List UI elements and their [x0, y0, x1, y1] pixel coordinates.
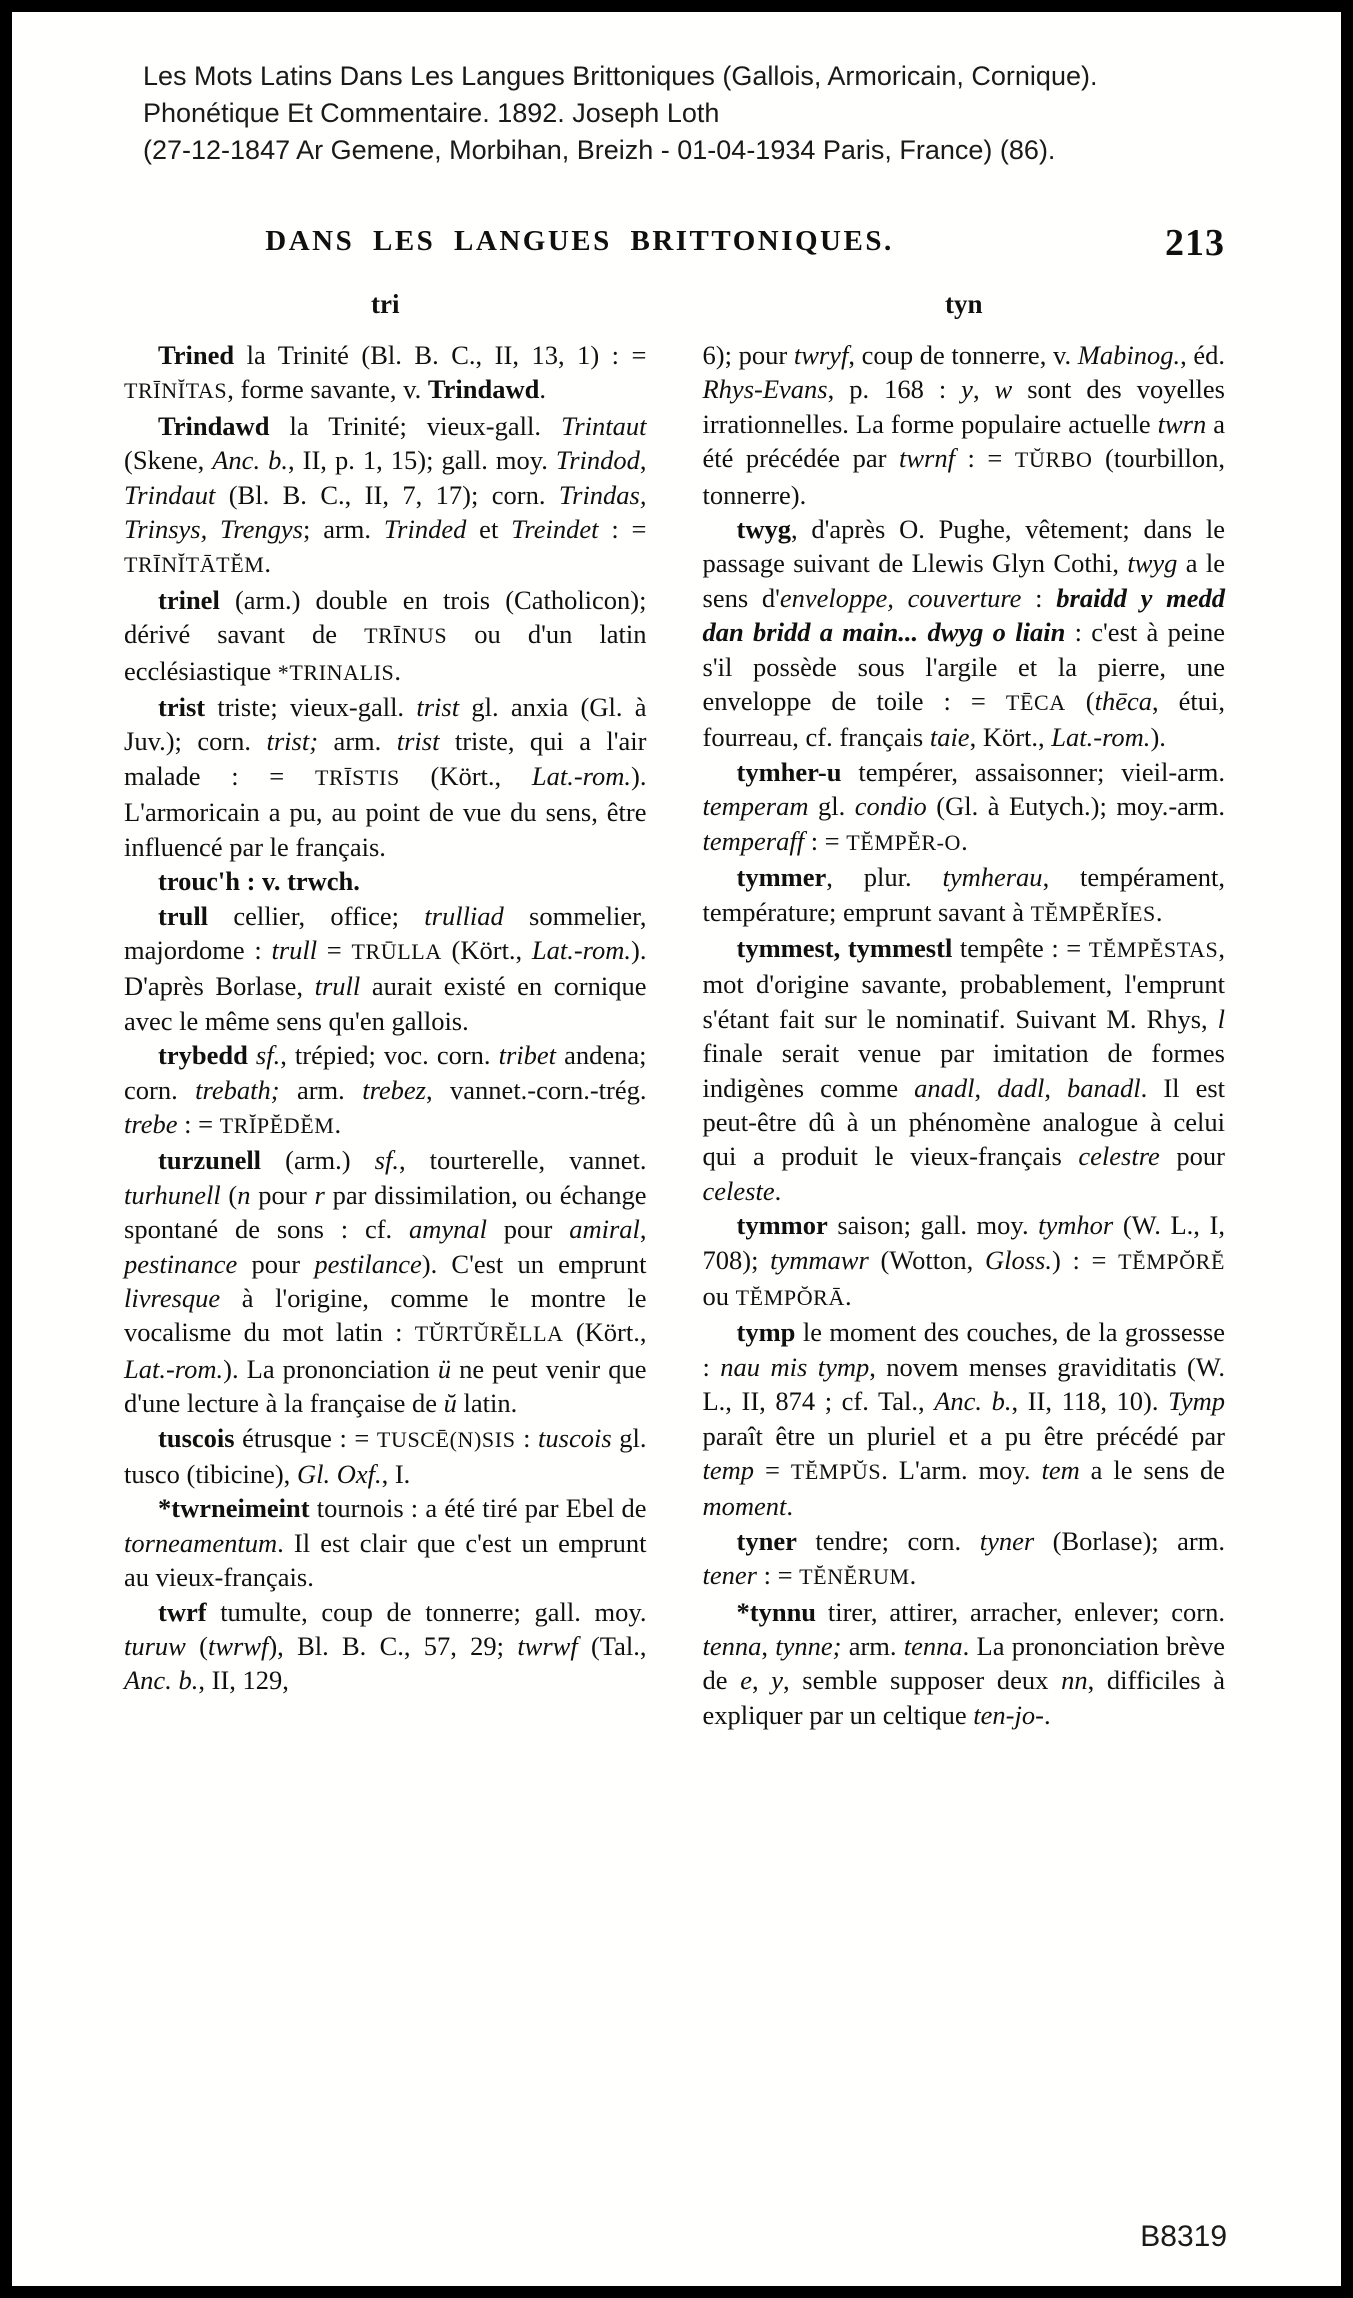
dictionary-entry [703, 1208, 1226, 1315]
entry-text: (Tal., [577, 1631, 647, 1662]
entry-text: Trintaut [561, 410, 647, 441]
headword: tyner [736, 1525, 797, 1556]
headword: tymmest, tymmestl [736, 932, 953, 963]
entry-text: Mabinog. [1077, 340, 1181, 370]
entry-text: a le sens d' [702, 548, 1226, 613]
entry-text: TĔNĔRUM [799, 1564, 910, 1590]
entry-text: , vannet.-corn.-trég. [426, 1074, 647, 1105]
entry-text: e [740, 1665, 752, 1696]
entry-text: ). La prononciation [223, 1353, 438, 1384]
entry-text: finale serait venue par imitation de formes indigènes comme [702, 1038, 1225, 1103]
entry-text: TĔMPŬS [790, 1459, 882, 1484]
dictionary-entry [124, 1143, 647, 1420]
entry-text: Rhys-Evans [702, 374, 828, 405]
entry-text: = [754, 1455, 791, 1485]
entry-text: TĔMPŎRĔ [1118, 1248, 1225, 1274]
entry-text: Trinded [383, 514, 467, 545]
entry-text: . [1043, 1699, 1051, 1730]
entry-text: TĔMPŎRĀ [735, 1284, 845, 1310]
entry-text: . [334, 1108, 342, 1139]
entry-text: Lat.-rom. [1051, 722, 1151, 753]
dictionary-entry [124, 338, 647, 409]
entry-text: saison; gall. moy. [827, 1210, 1039, 1241]
entry-text: (Skene, [124, 445, 213, 476]
entry-text: sf. [374, 1145, 399, 1176]
entry-text: Lat.-rom. [124, 1353, 224, 1384]
entry-text: , étui, fourreau, cf. français [702, 686, 1225, 753]
entry-text: , plur. [826, 862, 943, 893]
dictionary-entry [124, 864, 647, 898]
headword: trull [158, 900, 209, 931]
entry-text: (Bl. B. C., II, 7, 17); corn. [215, 479, 559, 510]
entry-text: ( [220, 1179, 238, 1210]
entry-text: condio [854, 791, 927, 822]
entry-text: TĔMPĔR-O [846, 829, 962, 855]
page-header [124, 222, 1225, 275]
entry-text: (W. L., I, 708); [702, 1210, 1225, 1275]
entry-text: arm. [279, 1074, 363, 1105]
dictionary-entry [703, 931, 1226, 1208]
entry-text: , [639, 1214, 647, 1245]
entry-text: : c'est à peine s'il possède sous l'argile et la pierre, une enveloppe de toile : = [702, 617, 1225, 717]
entry-text: n [237, 1179, 251, 1210]
entry-text: , [751, 1665, 772, 1696]
entry-text: aurait existé en cornique avec le même sens qu'en gallois. [124, 971, 647, 1036]
entry-text: temperam [702, 791, 809, 822]
entry-text: (arm.) double en trois (Catholicon); dérivé savant de [124, 584, 647, 650]
headword: trinel [158, 584, 220, 615]
entry-text: triste; vieux-gall. [205, 692, 417, 723]
entry-text: gl. tusco (tibicine), [124, 1422, 647, 1489]
entry-text: . Il est peut-être dû à un phénomène analogue à celui qui a produit le vieux-français [702, 1072, 1226, 1172]
entry-text: ) : = [1051, 1244, 1119, 1275]
entry-text: : = [177, 1108, 220, 1139]
scan-annotation-line1: Les Mots Latins Dans Les Langues Brittoniques (Gallois, Armoricain, Cornique). [143, 61, 1098, 91]
dictionary-entry [703, 512, 1226, 755]
dictionary-entry [124, 1595, 647, 1698]
dictionary-entry [703, 338, 1226, 512]
entry-text: la Trinité (Bl. B. C., II, 13, 1) : = [234, 340, 647, 370]
entry-text: tymherau [942, 862, 1043, 893]
entry-text: latin. [456, 1388, 518, 1419]
entry-text: TRŪLLA [351, 938, 442, 964]
entry-text: Tymp [1168, 1386, 1225, 1417]
entry-text: , II, p. 1, 15); gall. moy. [287, 445, 556, 476]
scan-annotation-line3: (27-12-1847 Ar Gemene, Morbihan, Breizh - 01-04-1934 Paris, France) (86). [143, 135, 1056, 165]
entry-text: TŬRBO [1014, 447, 1093, 473]
dictionary-entry [124, 1491, 647, 1594]
entry-text: dadl [997, 1072, 1045, 1103]
entry-text: , coup de tonnerre, v. [848, 340, 1078, 370]
entry-text: Anc. b. [212, 445, 288, 476]
entry-text: nau mis tymp [720, 1351, 870, 1382]
entry-text: : [515, 1422, 539, 1453]
headword: Trined [158, 340, 235, 370]
entry-text: amiral [569, 1214, 640, 1245]
entry-text: ). D'après Borlase, [124, 934, 647, 1002]
entry-text: celestre [1078, 1141, 1160, 1172]
entry-text: pour [237, 1248, 315, 1279]
entry-text: trist [416, 692, 460, 723]
headword: turzunell [158, 1145, 262, 1176]
headword: Trindawd [158, 410, 270, 441]
entry-text: braidd y medd dan bridd a main... dwyg o liain [702, 582, 1225, 648]
entry-text: tendre; corn. [796, 1525, 980, 1556]
left-column [124, 338, 647, 1732]
entry-text: . [909, 1560, 917, 1591]
entry-text: Trindod [555, 445, 640, 476]
entry-text: thēca [1094, 686, 1152, 717]
column-head-right: tyn [944, 289, 983, 319]
entry-text: à l'origine, comme le montre le vocalisme du mot latin : [124, 1282, 647, 1348]
entry-text: nn [1061, 1665, 1088, 1696]
entry-text: livresque [124, 1282, 221, 1313]
entry-text: trulliad [424, 900, 504, 931]
entry-text: tribet [498, 1040, 557, 1071]
dictionary-entry [124, 1038, 647, 1143]
entry-text: , [972, 374, 995, 405]
entry-text: tempérer, assaisonner; vieil-arm. [841, 756, 1225, 787]
entry-text: amynal [408, 1214, 487, 1245]
entry-text: tenna [702, 1631, 762, 1662]
entry-text: Treindet [511, 514, 599, 545]
entry-text: celeste [702, 1175, 775, 1206]
dictionary-entry [703, 860, 1226, 931]
entry-text: pour [486, 1214, 570, 1245]
entry-text: *TRINALIS [277, 659, 395, 685]
dictionary-entry [703, 1315, 1226, 1523]
entry-text: , d'après O. Pughe, vêtement; dans le passage suivant de Llewis Glyn Cothi, [702, 514, 1225, 579]
entry-text: ). [1150, 722, 1166, 753]
headword: tymmer [736, 862, 827, 893]
headword: tymmor [736, 1210, 828, 1241]
headword: Trindawd [427, 374, 540, 405]
entry-text: , [974, 1072, 998, 1103]
entry-text: 6); pour [702, 340, 794, 370]
entry-text: anadl [914, 1072, 975, 1103]
entry-text: TĒCA [1005, 690, 1066, 716]
entry-text: . [844, 1280, 852, 1311]
dictionary-entry [703, 1524, 1226, 1595]
footer-code: B8319 [1140, 2220, 1227, 2253]
entry-text: l [1217, 1003, 1225, 1034]
entry-text: ten-jo- [973, 1699, 1044, 1730]
dictionary-entry [124, 1421, 647, 1492]
entry-text: , [1044, 1072, 1068, 1103]
entry-text: TRĪNUS [364, 623, 448, 649]
entry-text: sommelier, majordome : [124, 900, 647, 965]
entry-text: pestinance [124, 1248, 238, 1279]
scan-annotation-line2: Phonétique Et Commentaire. 1892. Joseph Loth [143, 98, 720, 128]
entry-text: , Kört., [969, 722, 1052, 753]
entry-text: (Gl. à Eutych.); moy.-arm. [926, 791, 1225, 822]
entry-text: par dissimilation, ou échange spontané de sons : cf. [124, 1179, 647, 1245]
entry-text: la Trinité; vieux-gall. [269, 410, 562, 441]
entry-text: . [961, 825, 968, 856]
entry-text: le moment des couches, de la grossesse : [702, 1317, 1225, 1382]
scan-annotation [12, 12, 1341, 169]
entry-text: turhunell [124, 1179, 221, 1210]
entry-text: tymhor [1038, 1210, 1114, 1241]
entry-text: ne peut venir que d'une lecture à la française de [124, 1353, 647, 1419]
entry-text: . [786, 1491, 794, 1522]
entry-text: temperaff [702, 825, 805, 856]
entry-text: (arm.) [261, 1145, 375, 1176]
entry-text: triste, qui a l'air malade : = [124, 726, 647, 791]
entry-text: (Wotton, [868, 1244, 985, 1275]
entry-text: Lat.-rom. [531, 934, 632, 965]
entry-text: (Kört., [399, 760, 532, 791]
entry-text: w [994, 374, 1013, 405]
entry-text: twryf [793, 340, 849, 370]
entry-text: = [317, 934, 352, 965]
entry-text: ŭ [443, 1388, 457, 1419]
entry-text: trebez [362, 1074, 426, 1105]
entry-text: (tourbillon, tonnerre). [702, 443, 1226, 510]
entry-text: , II, 129, [198, 1665, 289, 1696]
headword: twyg [736, 514, 791, 545]
entry-text: Trindas, Trinsys, Trengys [124, 479, 647, 545]
dictionary-entry [124, 690, 647, 864]
book-page [12, 169, 1341, 1732]
entry-text: trist [396, 726, 440, 757]
entry-text: tem [1041, 1455, 1080, 1485]
entry-text: sf. [255, 1040, 281, 1071]
entry-text: TĔMPĔSTAS [1088, 936, 1219, 962]
entry-text: moment [702, 1491, 787, 1522]
entry-text: , [639, 445, 647, 476]
headword: trybedd [158, 1040, 248, 1071]
entry-text: twyg [1127, 548, 1178, 579]
entry-text: tenna [903, 1631, 963, 1662]
entry-text: ). L'armoricain a pu, au point de vue du sens, être influencé par le français. [124, 760, 647, 862]
entry-text: trist; [266, 726, 319, 757]
entry-text: Gloss. [984, 1244, 1052, 1275]
entry-text: , éd. [1180, 340, 1226, 370]
right-column [703, 338, 1226, 1732]
entry-text: . [1155, 896, 1163, 927]
entry-text: (Borlase); arm. [1034, 1525, 1225, 1556]
entry-text: . L'arm. moy. [881, 1455, 1042, 1485]
entry-text: TŬRTŬRĔLLA [414, 1321, 564, 1347]
entry-text: ou d'un latin ecclésiastique [124, 619, 647, 686]
entry-text: , forme savante, v. [227, 374, 428, 405]
entry-text: tener [702, 1560, 757, 1591]
headword: *twrneimeint [158, 1493, 310, 1524]
headword: tymp [736, 1317, 796, 1348]
entry-text: gl. [808, 791, 855, 822]
entry-text: TRĪNĬTAS [124, 378, 228, 404]
entry-text: , semble supposer deux [783, 1665, 1062, 1696]
entry-text [248, 1040, 256, 1070]
entry-text: pour [1159, 1141, 1226, 1172]
entry-text: : [1021, 582, 1057, 613]
entry-text: torneamentum [124, 1527, 278, 1558]
entry-text: ( [1065, 686, 1095, 717]
column-head-left: tri [371, 289, 400, 319]
entry-text: ; arm. [303, 514, 384, 545]
entry-text: temp [702, 1455, 755, 1485]
entry-text: : = [804, 825, 847, 856]
entry-text: , difficiles à expliquer par un celtique [702, 1665, 1225, 1730]
entry-text: cellier, office; [208, 900, 425, 931]
entry-text: tymmawr [770, 1244, 869, 1275]
entry-text: gl. anxia (Gl. à Juv.); corn. [124, 692, 647, 757]
entry-text: twrn [1157, 408, 1207, 439]
entry-text: ). C'est un emprunt [421, 1248, 647, 1279]
entry-text: tuscois [538, 1422, 612, 1453]
entry-text: twrwf [517, 1631, 578, 1662]
entry-text: twrwf [207, 1631, 269, 1662]
entry-text: ( [185, 1631, 208, 1662]
entry-text: trull [314, 971, 361, 1002]
entry-text: sont des voyelles irrationnelles. La forme populaire actuelle [702, 374, 1225, 439]
entry-text: tournois : a été tiré par Ebel de [309, 1493, 647, 1524]
headword: trist [158, 692, 206, 723]
entry-text: , trépied; voc. corn. [280, 1040, 499, 1071]
entry-text: (Kört., [441, 934, 532, 965]
entry-text: tumulte, coup de tonnerre; gall. moy. [206, 1596, 647, 1627]
entry-text: : = [598, 514, 647, 545]
entry-text: turuw [124, 1631, 186, 1662]
entry-text: a le sens de [1079, 1455, 1225, 1485]
text-columns [124, 338, 1225, 1732]
entry-text: : = [954, 443, 1015, 474]
entry-text: banadl [1067, 1072, 1141, 1103]
headword: tymher-u [736, 756, 842, 787]
entry-text: , II, 118, 10). [1011, 1386, 1169, 1417]
entry-text: étrusque : = [234, 1422, 377, 1453]
page-number: 213 [1165, 222, 1225, 264]
entry-text: Lat.-rom. [531, 760, 632, 791]
headword: twrf [158, 1596, 207, 1627]
entry-text: trebath; [195, 1074, 280, 1105]
entry-text: Anc. b. [934, 1386, 1012, 1417]
entry-text: : = [756, 1560, 800, 1591]
entry-text: (Kört., [563, 1317, 647, 1348]
entry-text: TRĬPĔDĔM [219, 1112, 335, 1138]
entry-text: tynne; [775, 1631, 842, 1662]
entry-text: , novem menses graviditatis (W. L., II, 874 ; cf. Tal., [702, 1351, 1225, 1417]
entry-text: arm. [841, 1631, 904, 1662]
entry-text: , tourterelle, vannet. [398, 1145, 647, 1176]
entry-text: twrnf [899, 443, 955, 474]
entry-text: TRĪSTIS [314, 764, 400, 790]
entry-text: y [771, 1665, 784, 1696]
entry-text: tyner [979, 1525, 1035, 1556]
dictionary-entry [703, 1595, 1226, 1733]
entry-text: . [539, 374, 546, 405]
entry-text: . [394, 655, 402, 686]
entry-text: ou [702, 1280, 736, 1311]
headword: tuscois [158, 1422, 235, 1453]
entry-text: Trindaut [124, 479, 216, 510]
entry-text: pestilance [314, 1248, 422, 1279]
headword: *tynnu [736, 1596, 817, 1627]
entry-text: . [774, 1175, 782, 1206]
entry-text: TUSCĒ(N)SIS [376, 1426, 516, 1452]
entry-text: trebe [124, 1108, 178, 1139]
entry-text: TRĪNĬTĀTĔM [124, 552, 265, 578]
entry-text: ), Bl. B. C., 57, 29; [268, 1631, 518, 1662]
entry-text: . [264, 548, 272, 579]
entry-text: r [314, 1179, 325, 1210]
entry-text: , tempérament, température; emprunt savant à [702, 862, 1225, 927]
entry-text: ü [437, 1353, 452, 1384]
entry-text: enveloppe, couverture [779, 582, 1022, 613]
dictionary-entry [124, 409, 647, 583]
entry-text: Gl. Oxf. [296, 1459, 382, 1489]
entry-text: paraît être un pluriel et a pu être précédé par [702, 1420, 1225, 1451]
entry-text: trull [271, 934, 318, 965]
entry-text: . Il est clair que c'est un emprunt au vieux-français. [124, 1527, 647, 1593]
column-heads [124, 289, 1225, 320]
entry-text: Anc. b. [124, 1665, 199, 1696]
entry-text: tempête : = [952, 932, 1089, 963]
dictionary-entry [124, 583, 647, 690]
dictionary-entry [124, 899, 647, 1039]
entry-text: TĔMPĔRĬES [1030, 900, 1156, 926]
entry-text: et [466, 514, 512, 545]
entry-text: taie [929, 722, 970, 753]
entry-text: tirer, attirer, arracher, enlever; corn. [816, 1596, 1225, 1627]
entry-text: andena; corn. [124, 1040, 647, 1105]
dictionary-entry [703, 755, 1226, 860]
entry-text: y [961, 374, 973, 405]
headword: trouc'h : v. trwch. [158, 866, 360, 897]
entry-text: , I. [381, 1459, 411, 1489]
entry-text: , mot d'origine savante, probablement, l'emprunt s'étant fait sur le nominatif. Suivant M. Rhys, [702, 932, 1225, 1034]
entry-text: arm. [318, 726, 397, 757]
entry-text: pour [250, 1179, 315, 1210]
running-title: DANS LES LANGUES BRITTONIQUES. [265, 225, 894, 257]
entry-text: , p. 168 : [827, 374, 962, 405]
entry-text: a été précédée par [702, 408, 1225, 474]
entry-text: . La prononciation brève de [702, 1631, 1226, 1696]
entry-text: , [761, 1631, 776, 1662]
